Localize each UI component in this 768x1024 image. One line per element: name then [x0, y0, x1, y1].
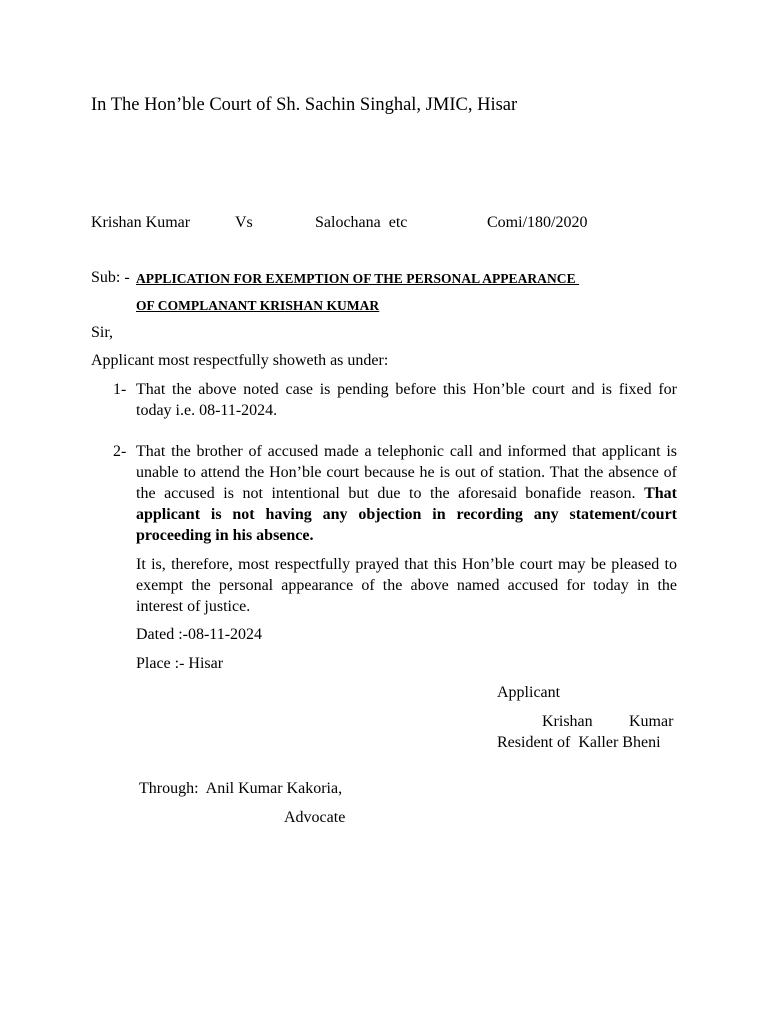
point-text-2-bold: That applicant is not having any objection in recording any statement/court proceeding in his absence. [136, 485, 678, 544]
applicant-last-name: Kumar [629, 713, 674, 730]
subject-label: Sub: - [91, 269, 130, 286]
counsel-through: Through: Anil Kumar Kakoria, [139, 780, 343, 797]
case-respondent: Salochana etc [315, 214, 408, 231]
subject-line-1: APPLICATION FOR EXEMPTION OF THE PERSONAL APPEARANCE [136, 271, 580, 286]
case-complainant: Krishan Kumar [91, 214, 191, 231]
point-number-2: 2- [113, 443, 127, 460]
applicant-residence: Resident of Kaller Bheni [497, 734, 661, 751]
intro-text: Applicant most respectfully showeth as under: [91, 352, 389, 369]
subject-line-2: OF COMPLANANT KRISHAN KUMAR [136, 298, 380, 313]
court-title: In The Hon’ble Court of Sh. Sachin Singhal, JMIC, Hisar [91, 95, 518, 115]
counsel-designation: Advocate [284, 809, 346, 826]
prayer-paragraph: It is, therefore, most respectfully prayed that this Hon’ble court may be pleased to exempt the personal appearance of the above named accused for today in the interest of justice. [136, 556, 677, 615]
point-text-2: That the brother of accused made a telephonic call and informed that applicant is unable to attend the Hon’ble court because he is out of station. That the absence of the accused is not intentional but due to the aforesaid bonafide reason. [136, 443, 677, 502]
salutation: Sir, [91, 324, 114, 341]
place-line: Place :- Hisar [136, 655, 224, 672]
dated-line: Dated :-08-11-2024 [136, 626, 263, 643]
signature-label: Applicant [497, 684, 561, 701]
applicant-first-name: Krishan [542, 713, 593, 730]
point-text-1: That the above noted case is pending before this Hon’ble court and is fixed for today i.e. 08-11-2024. [136, 381, 677, 419]
case-number: Comi/180/2020 [487, 214, 588, 231]
case-versus: Vs [235, 214, 253, 231]
point-number-1: 1- [113, 381, 127, 398]
point-2-paragraph [136, 441, 677, 546]
